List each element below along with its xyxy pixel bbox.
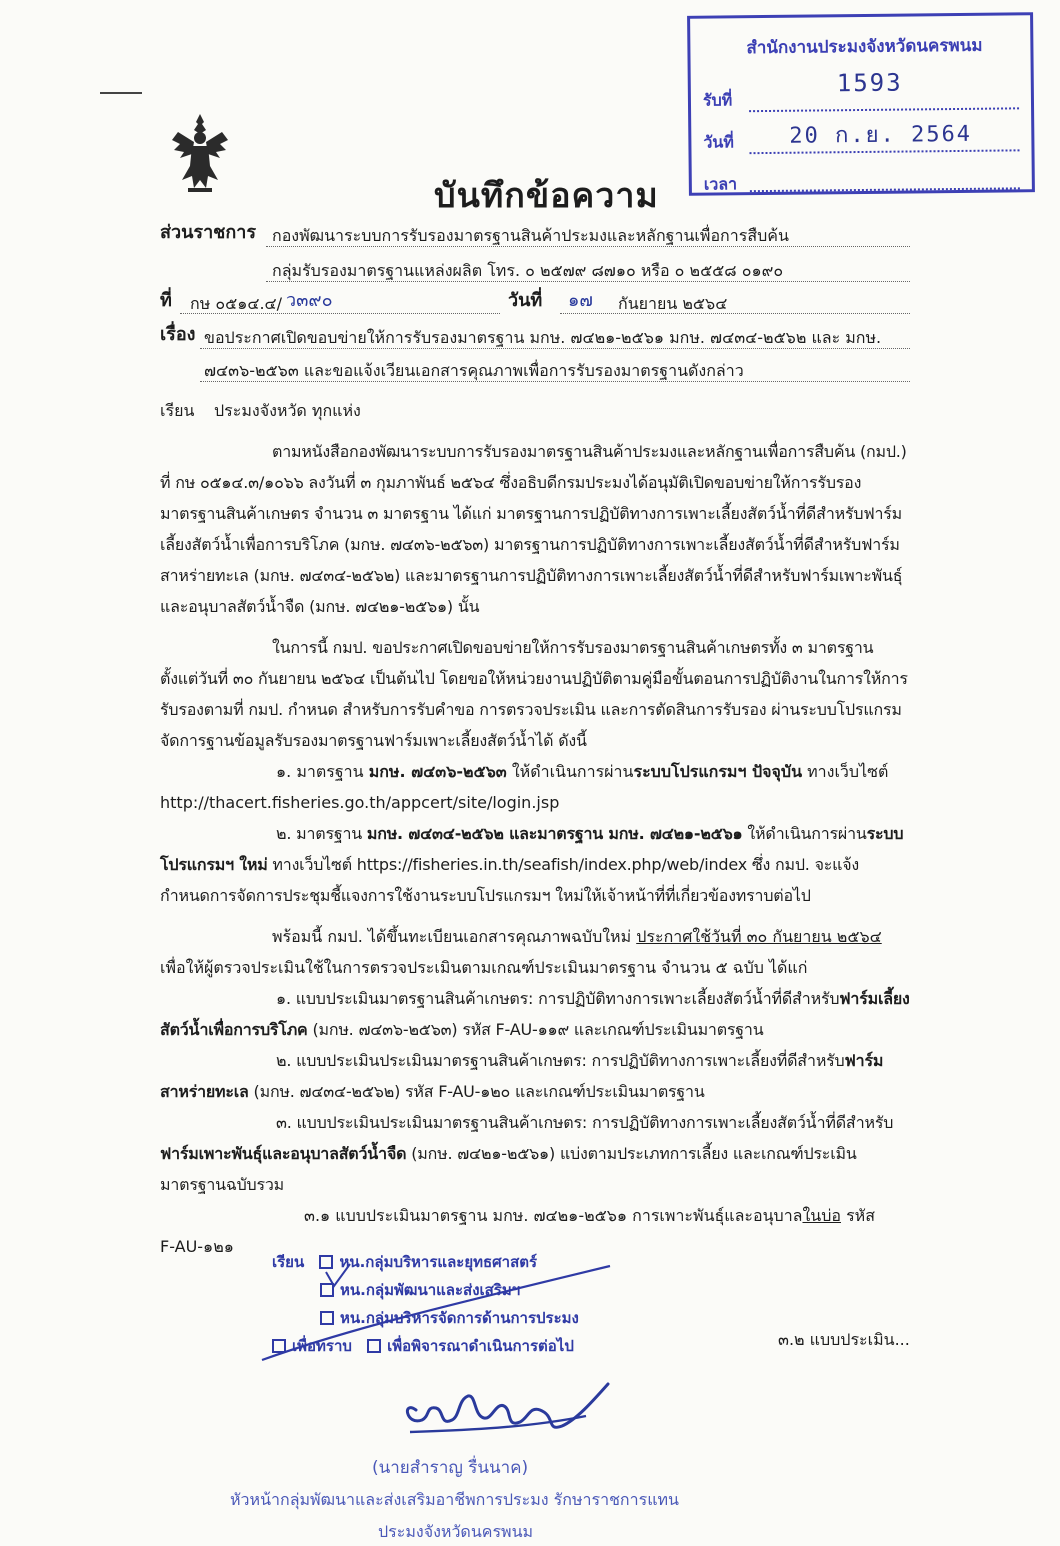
doc-item-1: ๑. แบบประเมินมาตรฐานสินค้าเกษตร: การปฏิบัติทางการเพาะเลี้ยงสัตว์น้ำที่ดีสำหรับฟาร์มเลี้ยงสัตว์น้ำเพื่อการบริโภค (มกษ. ๗๔๓๖-๒๕๖๓) รหัส F-AU-๑๑๙ และเกณฑ์ประเมินมาตรฐาน [160,989,910,1039]
doc-item-3-1: ๓.๑ แบบประเมินมาตรฐาน มกษ. ๗๔๒๑-๒๕๖๑ การเพาะพันธุ์และอนุบาลในบ่อ รหัส [304,1206,875,1225]
routing-option-5: เพื่อพิจารณาดำเนินการต่อไป [387,1337,574,1355]
paragraph-1: ตามหนังสือกองพัฒนาระบบการรับรองมาตรฐานสินค้าประมงและหลักฐานเพื่อการสืบค้น (กมป.) ที่ กษ ๐๕๑๔.๓/๑๐๖๖ ลงวันที่ ๓ กุมภาพันธ์ ๒๕๖๔ ซึ่งอธิบดีกรมประมงได้อนุมัติเปิดขอบข่ายให้การรับรองมาตรฐานสินค้าเกษตร จำนวน ๓ มาตรฐาน ได้แก่ มาตรฐานการปฏิบัติทางการเพาะเลี้ยงสัตว์น้ำที่ดีสำหรับฟาร์มเลี้ยงสัตว์น้ำเพื่อการบริโภค (มกษ. ๗๔๓๖-๒๕๖๓) มาตรฐานการปฏิบัติทางการเพาะเลี้ยงสัตว์น้ำที่ดีสำหรับฟาร์มสาหร่ายทะเล (มกษ. ๗๔๓๔-๒๕๖๒) และมาตรฐานการปฏิบัติทางการเพาะเลี้ยงสัตว์น้ำที่ดีสำหรับฟาร์มเพาะพันธุ์และอนุบาลสัตว์น้ำจืด (มกษ. ๗๔๒๑-๒๕๖๑) นั้น [160,442,907,616]
routing-option-4: เพื่อทราบ [292,1337,352,1355]
routing-option-2: หน.กลุ่มพัฒนาและส่งเสริมฯ [340,1281,521,1299]
subject-line-1: ขอประกาศเปิดขอบข่ายให้การรับรองมาตรฐาน มกษ. ๗๔๒๑-๒๕๖๑ มกษ. ๗๔๓๔-๒๕๖๒ และ มกษ. [204,328,882,347]
agency-name: กองพัฒนาระบบการรับรองมาตรฐานสินค้าประมงและหลักฐานเพื่อการสืบค้น [272,226,789,245]
paragraph-2: ในการนี้ กมป. ขอประกาศเปิดขอบข่ายให้การรับรองมาตรฐานสินค้าเกษตรทั้ง ๓ มาตรฐาน ตั้งแต่วันที่ ๓๐ กันยายน ๒๕๖๔ เป็นต้นไป โดยขอให้หน่วยงานปฏิบัติตามคู่มือขั้นตอนการปฏิบัติงานในการให้การรับรองตามที่ กมป. กำหนด สำหรับการรับคำขอ การตรวจประเมิน และการตัดสินการรับรอง ผ่านระบบโปรแกรมจัดการฐานข้อมูลรับรองมาตรฐานฟาร์มเพาะเลี้ยงสัตว์น้ำได้ ดังนี้ [160,638,908,750]
agency-sub: กลุ่มรับรองมาตรฐานแหล่งผลิต โทร. ๐ ๒๕๗๙ ๘๗๑๐ หรือ ๐ ๒๕๕๘ ๐๑๙๐ [272,261,784,280]
routing-to-label: เรียน [272,1253,305,1271]
stamp-date-label: วันที่ [703,132,734,152]
doc-item-2: ๒. แบบประเมินประเมินมาตรฐานสินค้าเกษตร: การปฏิบัติทางการเพาะเลี้ยงที่ดีสำหรับฟาร์มสาหร่ายทะเล (มกษ. ๗๔๓๔-๒๕๖๒) รหัส F-AU-๑๒๐ และเกณฑ์ประเมินมาตรฐาน [160,1051,884,1101]
item-1-url: http://thacert.fisheries.go.th/appcert/site/login.jsp [160,793,560,812]
ref-number: กษ ๐๕๑๔.๔/ [190,294,283,313]
signature-scribble [396,1376,616,1440]
stamp-office: สำนักงานประมงจังหวัดนครพนม [746,35,983,59]
ref-number-handwritten: ว๓๙๐ [286,290,333,311]
routing-option-3: หน.กลุ่มบริหารจัดการด้านการประมง [340,1309,579,1327]
memo-title: บันทึกข้อความ [434,176,659,216]
garuda-emblem-icon [168,110,232,196]
ref-label: ที่ [160,290,172,311]
date-day: ๑๗ [568,290,593,311]
date-rest: กันยายน ๒๕๖๔ [618,294,728,313]
routing-option-1: หน.กลุ่มบริหารและยุทธศาสตร์ [339,1253,538,1271]
paragraph-3: พร้อมนี้ กมป. ได้ขึ้นทะเบียนเอกสารคุณภาพฉบับใหม่ ประกาศใช้วันที่ ๓๐ กันยายน ๒๕๖๔ เพื่อให้ผู้ตรวจประเมินใช้ในการตรวจประเมินตามเกณฑ์ประเมินมาตรฐาน จำนวน ๕ ฉบับ ได้แก่ [160,927,882,977]
agency-label: ส่วนราชการ [160,222,257,243]
signer-name: (นายสำราญ รื่นนาค) [372,1458,529,1478]
stamp-receive-no: 1593 [836,68,903,98]
doc-item-3: ๓. แบบประเมินประเมินมาตรฐานสินค้าเกษตร: การปฏิบัติทางการเพาะเลี้ยงสัตว์น้ำที่ดีสำหรับฟาร์มเพาะพันธุ์และอนุบาลสัตว์น้ำจืด (มกษ. ๗๔๒๑-๒๕๖๑) แบ่งตามประเภทการเลี้ยง และเกณฑ์ประเมินมาตรฐานฉบับรวม [160,1113,894,1194]
to-recipient: ประมงจังหวัด ทุกแห่ง [214,401,361,420]
doc-item-3-1-code: F-AU-๑๒๑ [160,1237,234,1256]
signer-position: หัวหน้ากลุ่มพัฒนาและส่งเสริมอาชีพการประมง รักษาราชการแทน [230,1490,679,1509]
stamp-receive-label: รับที่ [702,90,733,110]
subject-label: เรื่อง [160,324,196,345]
date-label: วันที่ [508,290,543,311]
scan-mark [100,92,142,94]
continue-note: ๓.๒ แบบประเมิน... [778,1330,910,1349]
stamp-time-label: เวลา [703,174,738,194]
receiving-stamp [687,12,1035,196]
memo-body [160,436,912,1262]
routing-strike-line [256,1260,616,1370]
stamp-date: 20 ก.ย. 2564 [789,121,973,149]
item-1: ๑. มาตรฐาน มกษ. ๗๔๓๖-๒๕๖๓ ให้ดำเนินการผ่านระบบโปรแกรมฯ ปัจจุบัน ทางเว็บไซต์ [276,762,889,781]
to-label: เรียน [160,401,195,420]
item-2: ๒. มาตรฐาน มกษ. ๗๔๓๔-๒๕๖๒ และมาตรฐาน มกษ. ๗๔๒๑-๒๕๖๑ ให้ดำเนินการผ่านระบบโปรแกรมฯ ใหม่ ทางเว็บไซต์ https://fisheries.in.th/seafish/index.php/web/index ซึ่ง กมป. จะแจ้งกำหนดการจัดการประชุมชี้แจงการใช้งานระบบโปรแกรมฯ ใหม่ให้เจ้าหน้าที่ที่เกี่ยวข้องทราบต่อไป [160,824,904,905]
subject-line-2: ๗๔๓๖-๒๕๖๓ และขอแจ้งเวียนเอกสารคุณภาพเพื่อการรับรองมาตรฐานดังกล่าว [204,361,744,380]
signer-position-2: ประมงจังหวัดนครพนม [378,1522,534,1541]
